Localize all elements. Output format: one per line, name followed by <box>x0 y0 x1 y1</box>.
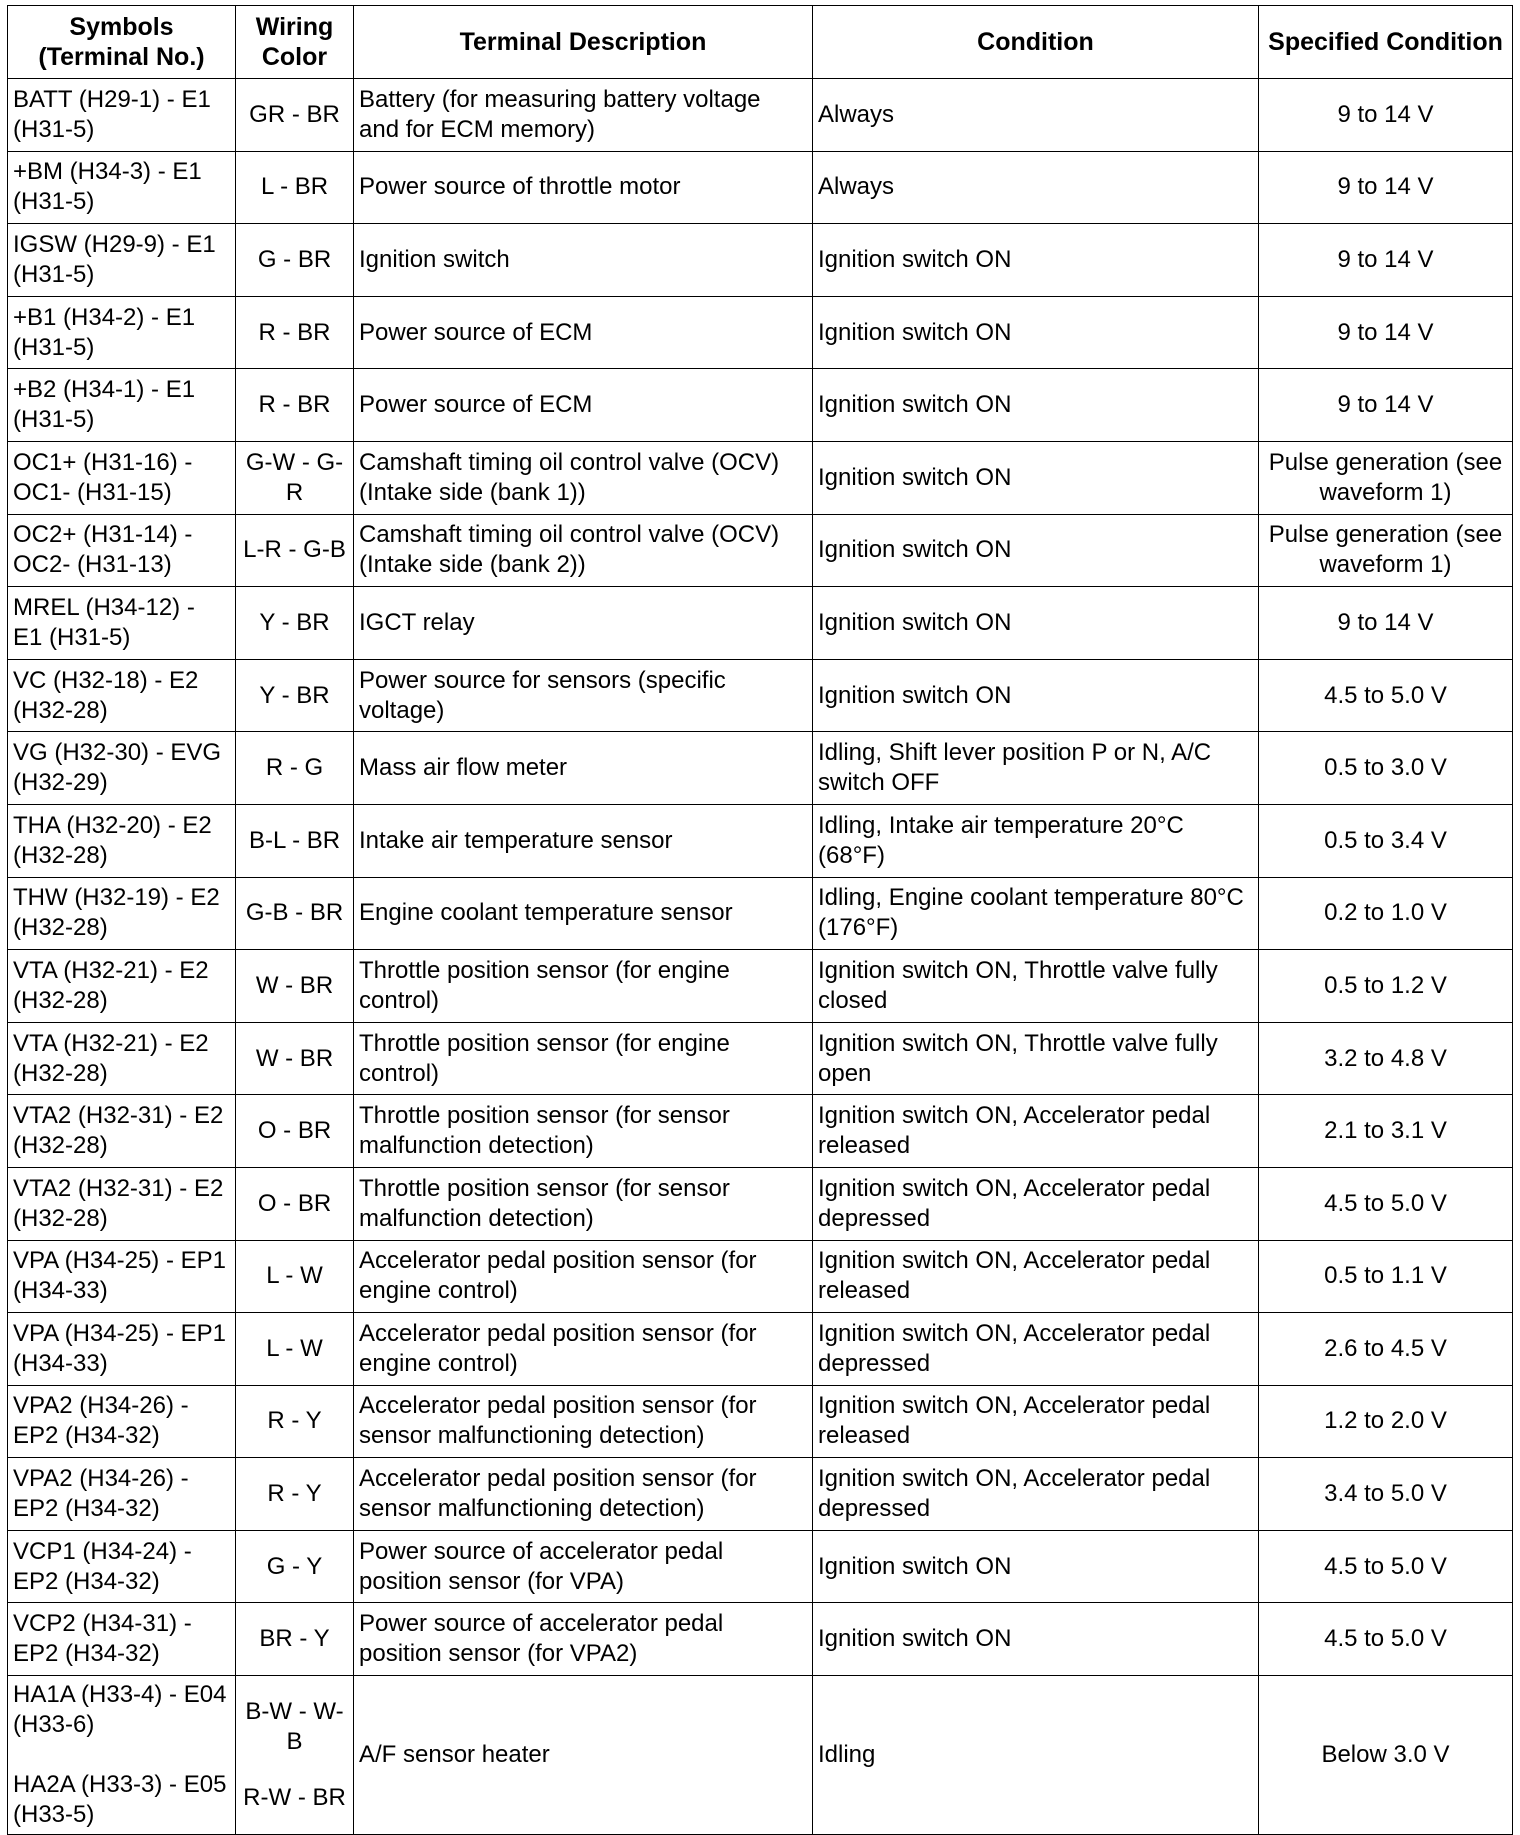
cell-description: Throttle position sensor (for engine control) <box>354 1022 813 1095</box>
cell-description: Intake air temperature sensor <box>354 804 813 877</box>
header-symbols <box>8 6 236 79</box>
cell-condition: Always <box>813 151 1259 224</box>
cell-specified: 9 to 14 V <box>1259 296 1513 369</box>
cell-specified: 9 to 14 V <box>1259 369 1513 442</box>
cell-symbol: VTA2 (H32-31) - E2 (H32-28) <box>8 1095 236 1168</box>
cell-wiring: G-W - G-R <box>236 441 354 514</box>
table-row <box>8 1313 1513 1386</box>
table-row-heater <box>8 1676 1513 1835</box>
table-row <box>8 1022 1513 1095</box>
cell-description: Engine coolant temperature sensor <box>354 877 813 950</box>
cell-specified: Below 3.0 V <box>1259 1676 1513 1835</box>
cell-wiring: L-R - G-B <box>236 514 354 587</box>
cell-symbol: VC (H32-18) - E2 (H32-28) <box>8 659 236 732</box>
cell-description: Accelerator pedal position sensor (for engine control) <box>354 1313 813 1386</box>
cell-condition: Idling, Engine coolant temperature 80°C (176°F) <box>813 877 1259 950</box>
cell-specified: 0.2 to 1.0 V <box>1259 877 1513 950</box>
table-row <box>8 441 1513 514</box>
cell-description: A/F sensor heater <box>354 1676 813 1835</box>
cell-symbol: OC1+ (H31-16) - OC1- (H31-15) <box>8 441 236 514</box>
cell-description: Power source for sensors (specific voltage) <box>354 659 813 732</box>
header-row <box>8 6 1513 79</box>
cell-symbol: VG (H32-30) - EVG (H32-29) <box>8 732 236 805</box>
cell-wiring <box>236 1676 354 1835</box>
cell-condition: Ignition switch ON <box>813 441 1259 514</box>
header-condition: Condition <box>813 6 1259 79</box>
cell-condition: Ignition switch ON, Throttle valve fully closed <box>813 950 1259 1023</box>
header-symbols-l1: Symbols <box>69 13 174 41</box>
cell-wiring: Y - BR <box>236 587 354 660</box>
cell-symbol: THA (H32-20) - E2 (H32-28) <box>8 804 236 877</box>
cell-specified: 0.5 to 3.0 V <box>1259 732 1513 805</box>
cell-specified: 4.5 to 5.0 V <box>1259 659 1513 732</box>
cell-wiring: L - W <box>236 1240 354 1313</box>
cell-condition: Ignition switch ON <box>813 224 1259 297</box>
cell-specified: 0.5 to 1.2 V <box>1259 950 1513 1023</box>
cell-specified: 0.5 to 3.4 V <box>1259 804 1513 877</box>
cell-wiring: G - Y <box>236 1530 354 1603</box>
cell-condition: Ignition switch ON <box>813 296 1259 369</box>
cell-description: Power source of ECM <box>354 369 813 442</box>
cell-condition: Ignition switch ON <box>813 587 1259 660</box>
table-row <box>8 369 1513 442</box>
cell-symbol: BATT (H29-1) - E1 (H31-5) <box>8 79 236 152</box>
cell-symbol-b: HA2A (H33-3) - E05 (H33-5) <box>13 1771 227 1829</box>
cell-wiring-b: R-W - BR <box>243 1784 346 1812</box>
cell-symbol <box>8 1676 236 1835</box>
cell-description: Throttle position sensor (for sensor malfunction detection) <box>354 1167 813 1240</box>
cell-description: Camshaft timing oil control valve (OCV) (Intake side (bank 2)) <box>354 514 813 587</box>
cell-wiring: G-B - BR <box>236 877 354 950</box>
cell-symbol: VPA (H34-25) - EP1 (H34-33) <box>8 1313 236 1386</box>
terminal-spec-table <box>7 5 1513 1835</box>
cell-description: Camshaft timing oil control valve (OCV) (Intake side (bank 1)) <box>354 441 813 514</box>
table-row <box>8 587 1513 660</box>
cell-description: Power source of accelerator pedal position sensor (for VPA2) <box>354 1603 813 1676</box>
table-row <box>8 659 1513 732</box>
cell-description: Battery (for measuring battery voltage and for ECM memory) <box>354 79 813 152</box>
cell-description: Power source of accelerator pedal position sensor (for VPA) <box>354 1530 813 1603</box>
header-specified: Specified Condition <box>1259 6 1513 79</box>
cell-wiring: W - BR <box>236 1022 354 1095</box>
cell-condition: Idling, Intake air temperature 20°C (68°F) <box>813 804 1259 877</box>
table-row <box>8 950 1513 1023</box>
cell-specified: 2.1 to 3.1 V <box>1259 1095 1513 1168</box>
table-row <box>8 1240 1513 1313</box>
table-row <box>8 514 1513 587</box>
cell-description: Power source of throttle motor <box>354 151 813 224</box>
cell-condition: Ignition switch ON <box>813 369 1259 442</box>
table-row <box>8 151 1513 224</box>
table-body <box>8 79 1513 1835</box>
cell-symbol: VTA (H32-21) - E2 (H32-28) <box>8 1022 236 1095</box>
table-row <box>8 877 1513 950</box>
cell-symbol: VCP2 (H34-31) - EP2 (H34-32) <box>8 1603 236 1676</box>
cell-wiring: R - BR <box>236 296 354 369</box>
cell-condition: Always <box>813 79 1259 152</box>
cell-condition: Idling <box>813 1676 1259 1835</box>
cell-specified: Pulse generation (see waveform 1) <box>1259 441 1513 514</box>
table-row <box>8 1458 1513 1531</box>
cell-condition: Ignition switch ON <box>813 514 1259 587</box>
table-row <box>8 1095 1513 1168</box>
cell-symbol: MREL (H34-12) - E1 (H31-5) <box>8 587 236 660</box>
cell-specified: 3.4 to 5.0 V <box>1259 1458 1513 1531</box>
cell-specified: 1.2 to 2.0 V <box>1259 1385 1513 1458</box>
table-row <box>8 1167 1513 1240</box>
cell-description: Throttle position sensor (for sensor malfunction detection) <box>354 1095 813 1168</box>
cell-specified: 0.5 to 1.1 V <box>1259 1240 1513 1313</box>
cell-description: Ignition switch <box>354 224 813 297</box>
cell-symbol: +BM (H34-3) - E1 (H31-5) <box>8 151 236 224</box>
cell-condition: Ignition switch ON, Accelerator pedal depressed <box>813 1313 1259 1386</box>
cell-symbol: THW (H32-19) - E2 (H32-28) <box>8 877 236 950</box>
table-row <box>8 79 1513 152</box>
cell-condition: Ignition switch ON <box>813 1603 1259 1676</box>
cell-specified: 4.5 to 5.0 V <box>1259 1603 1513 1676</box>
header-wiring-l1: Wiring <box>255 13 334 41</box>
cell-wiring-a: B-W - W-B <box>245 1698 344 1756</box>
cell-condition: Ignition switch ON <box>813 659 1259 732</box>
cell-wiring: O - BR <box>236 1167 354 1240</box>
cell-condition: Ignition switch ON, Accelerator pedal released <box>813 1095 1259 1168</box>
cell-symbol: OC2+ (H31-14) - OC2- (H31-13) <box>8 514 236 587</box>
header-wiring-l2: Color <box>261 43 328 71</box>
cell-specified: 3.2 to 4.8 V <box>1259 1022 1513 1095</box>
cell-symbol: VTA (H32-21) - E2 (H32-28) <box>8 950 236 1023</box>
cell-wiring: L - W <box>236 1313 354 1386</box>
table-row <box>8 1385 1513 1458</box>
cell-wiring: R - Y <box>236 1385 354 1458</box>
cell-specified: Pulse generation (see waveform 1) <box>1259 514 1513 587</box>
cell-specified: 9 to 14 V <box>1259 79 1513 152</box>
cell-symbol: +B1 (H34-2) - E1 (H31-5) <box>8 296 236 369</box>
cell-wiring: GR - BR <box>236 79 354 152</box>
cell-description: Accelerator pedal position sensor (for sensor malfunctioning detection) <box>354 1458 813 1531</box>
table-row <box>8 1603 1513 1676</box>
cell-description: Mass air flow meter <box>354 732 813 805</box>
cell-symbol: IGSW (H29-9) - E1 (H31-5) <box>8 224 236 297</box>
cell-condition: Ignition switch ON, Throttle valve fully open <box>813 1022 1259 1095</box>
cell-wiring: Y - BR <box>236 659 354 732</box>
table-row <box>8 224 1513 297</box>
cell-wiring: O - BR <box>236 1095 354 1168</box>
cell-condition: Ignition switch ON, Accelerator pedal depressed <box>813 1167 1259 1240</box>
cell-condition: Ignition switch ON <box>813 1530 1259 1603</box>
table-row <box>8 804 1513 877</box>
cell-symbol: VPA (H34-25) - EP1 (H34-33) <box>8 1240 236 1313</box>
cell-specified: 4.5 to 5.0 V <box>1259 1530 1513 1603</box>
cell-condition: Ignition switch ON, Accelerator pedal released <box>813 1240 1259 1313</box>
table-row <box>8 732 1513 805</box>
cell-specified: 9 to 14 V <box>1259 587 1513 660</box>
cell-description: Accelerator pedal position sensor (for engine control) <box>354 1240 813 1313</box>
cell-symbol: VPA2 (H34-26) - EP2 (H34-32) <box>8 1458 236 1531</box>
cell-specified: 9 to 14 V <box>1259 224 1513 297</box>
cell-symbol: VPA2 (H34-26) - EP2 (H34-32) <box>8 1385 236 1458</box>
cell-wiring: G - BR <box>236 224 354 297</box>
cell-description: Throttle position sensor (for engine control) <box>354 950 813 1023</box>
cell-description: Power source of ECM <box>354 296 813 369</box>
cell-wiring: L - BR <box>236 151 354 224</box>
table-row <box>8 296 1513 369</box>
cell-symbol: VCP1 (H34-24) - EP2 (H34-32) <box>8 1530 236 1603</box>
cell-wiring: R - G <box>236 732 354 805</box>
cell-specified: 4.5 to 5.0 V <box>1259 1167 1513 1240</box>
cell-description: IGCT relay <box>354 587 813 660</box>
cell-symbol: +B2 (H34-1) - E1 (H31-5) <box>8 369 236 442</box>
table-row <box>8 1530 1513 1603</box>
cell-symbol-a: HA1A (H33-4) - E04 (H33-6) <box>13 1681 227 1739</box>
header-description: Terminal Description <box>354 6 813 79</box>
cell-symbol: VTA2 (H32-31) - E2 (H32-28) <box>8 1167 236 1240</box>
cell-wiring: W - BR <box>236 950 354 1023</box>
cell-wiring: B-L - BR <box>236 804 354 877</box>
cell-condition: Ignition switch ON, Accelerator pedal depressed <box>813 1458 1259 1531</box>
header-symbols-l2: (Terminal No.) <box>38 43 205 71</box>
cell-specified: 9 to 14 V <box>1259 151 1513 224</box>
cell-condition: Idling, Shift lever position P or N, A/C switch OFF <box>813 732 1259 805</box>
cell-wiring: R - Y <box>236 1458 354 1531</box>
cell-wiring: R - BR <box>236 369 354 442</box>
header-wiring <box>236 6 354 79</box>
cell-specified: 2.6 to 4.5 V <box>1259 1313 1513 1386</box>
cell-condition: Ignition switch ON, Accelerator pedal released <box>813 1385 1259 1458</box>
cell-description: Accelerator pedal position sensor (for sensor malfunctioning detection) <box>354 1385 813 1458</box>
cell-wiring: BR - Y <box>236 1603 354 1676</box>
